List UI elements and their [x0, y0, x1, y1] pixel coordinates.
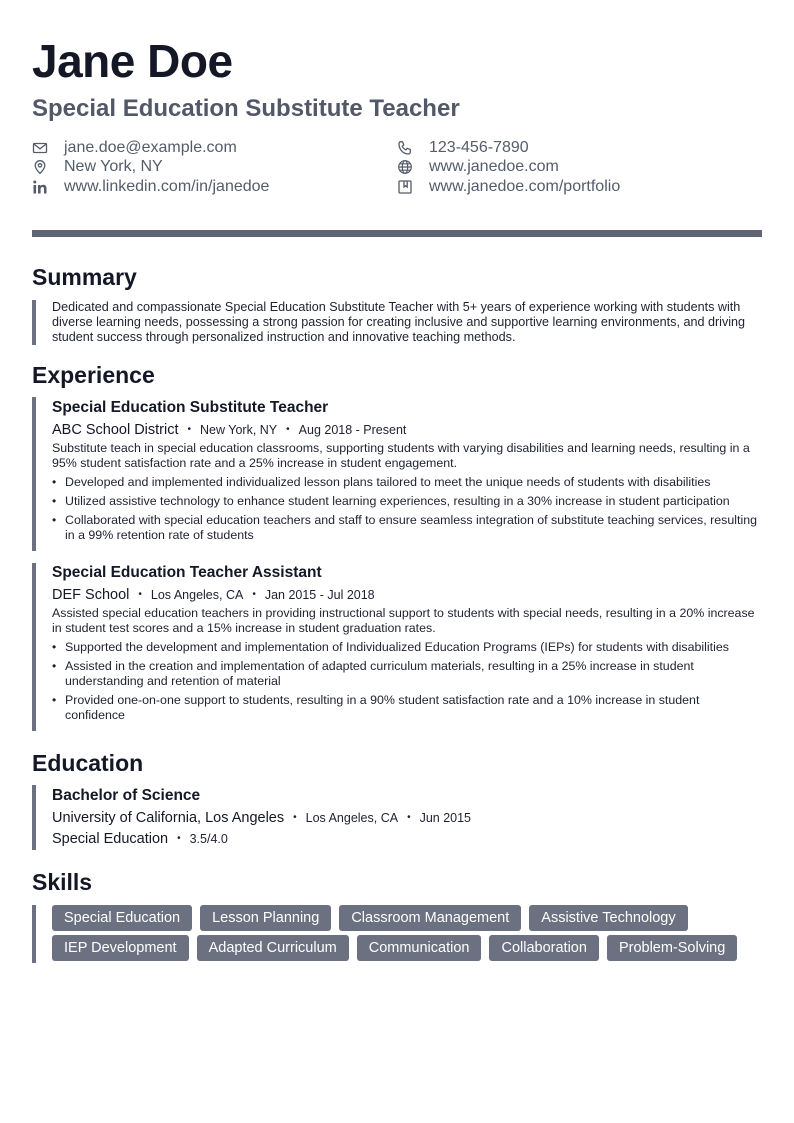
bookmark-icon: [397, 179, 413, 195]
graduation-date: Jun 2015: [419, 810, 472, 825]
skill-chip: Adapted Curriculum: [197, 935, 349, 961]
skill-chip: Lesson Planning: [200, 905, 331, 931]
contact-phone[interactable]: [397, 138, 762, 158]
degree-title: Bachelor of Science: [52, 786, 201, 804]
bullet-dot: •: [52, 512, 57, 527]
school-location: Los Angeles, CA: [305, 810, 399, 825]
bullet-dot: •: [52, 493, 57, 508]
education-heading: Education: [32, 749, 144, 776]
bullet-text: Provided one-on-one support to students, resulting in a 90% student satisfaction rate and a 10% increase in student confidence: [65, 692, 700, 722]
list-item: [52, 513, 762, 543]
list-item: [52, 693, 762, 723]
list-item: [52, 494, 762, 509]
skill-chip: Special Education: [52, 905, 192, 931]
list-item: [52, 659, 762, 689]
job-bullets: [52, 475, 762, 543]
summary-text: Dedicated and compassionate Special Education Substitute Teacher with 5+ years of experience working with students with diverse learning needs, possessing a strong passion for creating inclusive and supportive learning environments, and driving student success through personalized instruction and innovative teaching methods.: [52, 299, 746, 344]
phone-icon: [397, 140, 413, 156]
location-pin-icon: [32, 159, 48, 175]
summary-heading: Summary: [32, 263, 137, 290]
contact-email-text: jane.doe@example.com: [64, 138, 237, 156]
separator-dot: •: [138, 588, 142, 600]
job-title: Special Education Teacher Assistant: [52, 563, 322, 581]
job-description: Substitute teach in special education classrooms, supporting students with varying disabilities and learning needs, resulting in a 95% student satisfaction rate and a 25% increase in student engagement.: [52, 440, 750, 470]
job-bullets: [52, 640, 762, 723]
separator-dot: •: [252, 588, 256, 600]
experience-heading: Experience: [32, 361, 155, 388]
candidate-name: Jane Doe: [32, 35, 233, 87]
job-entry: [32, 397, 762, 551]
job-dates: Jan 2015 - Jul 2018: [264, 587, 375, 602]
contact-location-text: New York, NY: [64, 158, 163, 176]
experience-section: [32, 361, 762, 731]
bullet-text: Collaborated with special education teachers and staff to ensure seamless integration of substitute teaching services, resulting in a 99% retention rate of students: [65, 512, 757, 542]
contact-website[interactable]: [397, 158, 762, 178]
contact-portfolio-text: www.janedoe.com/portfolio: [429, 177, 621, 195]
skill-chip: Classroom Management: [339, 905, 521, 931]
job-location: New York, NY: [200, 422, 278, 437]
contact-location: [32, 158, 397, 178]
separator-dot: •: [177, 832, 181, 844]
summary-block: [32, 300, 762, 345]
job-description: Assisted special education teachers in providing instructional support to students with special needs, resulting in a 20% increase in student test scores and a 15% increase in student graduation rates.: [52, 605, 755, 635]
skills-list: [52, 905, 752, 961]
contact-phone-text: 123-456-7890: [429, 138, 529, 156]
contact-email[interactable]: [32, 138, 397, 158]
skills-heading: Skills: [32, 868, 93, 895]
bullet-text: Developed and implemented individualized lesson plans tailored to meet the unique needs of students with disabilities: [65, 474, 711, 489]
education-field-meta: [52, 830, 762, 848]
bullet-dot: •: [52, 474, 57, 489]
separator-dot: •: [407, 811, 411, 823]
skill-chip: Problem-Solving: [607, 935, 737, 961]
skill-chip: IEP Development: [52, 935, 189, 961]
skill-chip: Communication: [357, 935, 482, 961]
bullet-dot: •: [52, 692, 57, 707]
school-name: University of California, Los Angeles: [52, 809, 285, 826]
job-org: DEF School: [52, 586, 130, 603]
bullet-text: Supported the development and implementation of Individualized Education Programs (IEPs) for students with disabilities: [65, 639, 729, 654]
candidate-role: Special Education Substitute Teacher: [32, 95, 460, 122]
contact-list: [32, 138, 762, 197]
gpa: 3.5/4.0: [189, 831, 228, 846]
job-meta: [52, 586, 762, 604]
skills-section: [32, 868, 762, 963]
contact-website-text: www.janedoe.com: [429, 158, 559, 176]
mail-icon: [32, 140, 48, 156]
education-meta: [52, 809, 762, 827]
summary-section: [32, 263, 762, 345]
skill-chip: Collaboration: [489, 935, 598, 961]
separator-dot: •: [293, 811, 297, 823]
header-divider: [32, 230, 762, 237]
bullet-dot: •: [52, 639, 57, 654]
contact-linkedin[interactable]: [32, 177, 397, 197]
job-location: Los Angeles, CA: [150, 587, 244, 602]
bullet-dot: •: [52, 658, 57, 673]
job-org: ABC School District: [52, 421, 179, 438]
separator-dot: •: [286, 423, 290, 435]
skills-block: [32, 905, 762, 963]
separator-dot: •: [187, 423, 192, 435]
linkedin-icon: [32, 179, 48, 195]
list-item: [52, 640, 762, 655]
bullet-text: Assisted in the creation and implementation of adapted curriculum materials, resulting in a 25% increase in student understanding and retention of material: [65, 658, 694, 688]
bullet-text: Utilized assistive technology to enhance student learning experiences, resulting in a 30% increase in student participation: [65, 493, 730, 508]
contact-linkedin-text: www.linkedin.com/in/janedoe: [64, 177, 270, 195]
job-meta: [52, 421, 762, 439]
job-entry: [32, 563, 762, 731]
contact-portfolio[interactable]: [397, 177, 762, 197]
field-of-study: Special Education: [52, 830, 169, 847]
education-section: [32, 749, 762, 850]
job-dates: Aug 2018 - Present: [298, 422, 407, 437]
job-title: Special Education Substitute Teacher: [52, 398, 329, 416]
list-item: [52, 475, 762, 490]
skill-chip: Assistive Technology: [529, 905, 687, 931]
globe-icon: [397, 159, 413, 175]
education-entry: [32, 785, 762, 850]
